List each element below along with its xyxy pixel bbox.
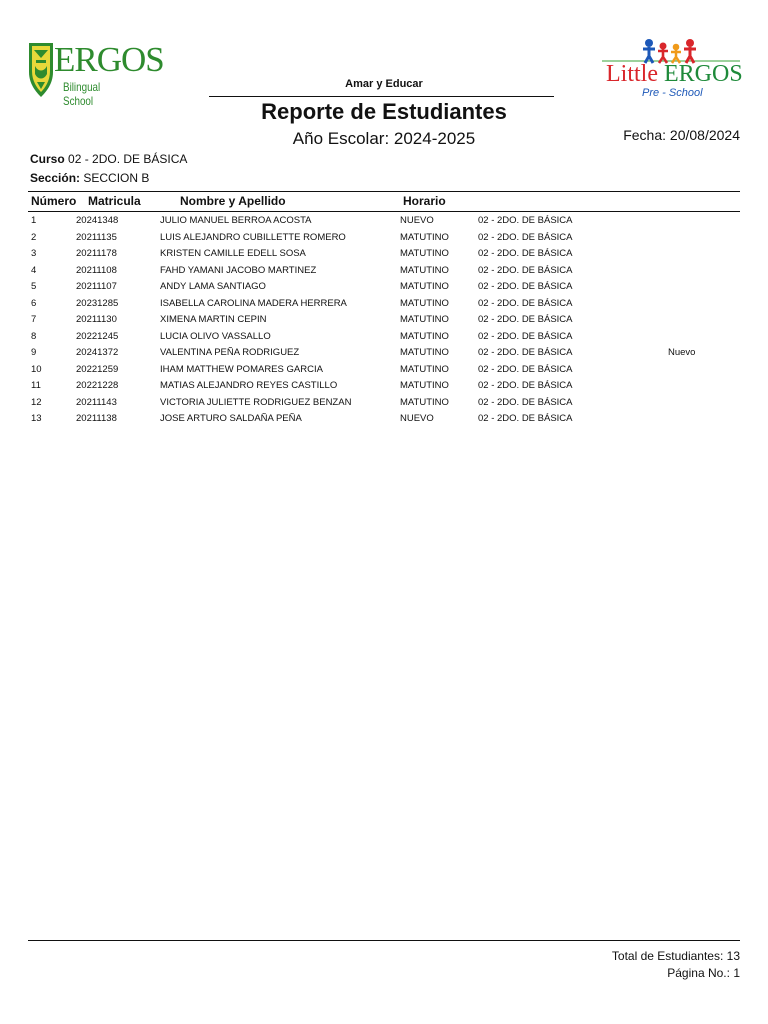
row-enrollment: 20211107 [76, 281, 117, 292]
row-enrollment: 20211130 [76, 314, 117, 325]
header-enrollment: Matricula [88, 194, 141, 208]
little-ergos-logo [602, 36, 743, 102]
row-name: ISABELLA CAROLINA MADERA HERRERA [160, 297, 347, 309]
table-row [0, 281, 768, 298]
section-value: SECCION B [83, 171, 150, 185]
row-enrollment: 20231285 [76, 297, 119, 309]
row-number: 10 [31, 363, 42, 375]
row-enrollment: 20211108 [76, 264, 117, 276]
table-row [0, 298, 768, 315]
title-rule [209, 96, 554, 97]
table-row [0, 331, 768, 348]
page-number: Página No.: 1 [667, 966, 740, 980]
row-course: 02 - 2DO. DE BÁSICA [478, 297, 573, 309]
header-number: Número [31, 194, 77, 208]
table-row [0, 380, 768, 397]
footer-rule [28, 940, 740, 941]
row-enrollment: 20211138 [76, 413, 117, 424]
row-schedule: MATUTINO [400, 396, 449, 408]
row-name: MATIAS ALEJANDRO REYES CASTILLO [160, 380, 338, 391]
row-number: 2 [31, 231, 37, 243]
preschool-subtitle: Pre - School [642, 87, 703, 99]
course-label: Curso [30, 152, 65, 166]
row-schedule: MATUTINO [400, 380, 449, 391]
row-course: 02 - 2DO. DE BÁSICA [478, 314, 573, 325]
section-label: Sección: [30, 171, 81, 185]
row-schedule: MATUTINO [400, 264, 449, 276]
header-schedule: Horario [403, 194, 446, 208]
row-name: JULIO MANUEL BERROA ACOSTA [160, 215, 312, 226]
row-enrollment: 20221245 [76, 330, 119, 342]
row-enrollment: 20241372 [76, 347, 119, 358]
row-schedule: MATUTINO [400, 231, 449, 243]
row-enrollment: 20221228 [76, 380, 119, 391]
row-name: FAHD YAMANI JACOBO MARTINEZ [160, 264, 317, 276]
row-number: 3 [31, 248, 37, 259]
row-name: XIMENA MARTIN CEPIN [160, 314, 267, 325]
row-schedule: MATUTINO [400, 347, 449, 358]
row-name: VALENTINA PEÑA RODRIGUEZ [160, 347, 300, 358]
row-number: 1 [31, 215, 37, 226]
row-course: 02 - 2DO. DE BÁSICA [478, 347, 573, 358]
row-number: 9 [31, 347, 37, 358]
table-row [0, 232, 768, 249]
table-row [0, 397, 768, 414]
row-course: 02 - 2DO. DE BÁSICA [478, 281, 573, 292]
row-schedule: MATUTINO [400, 363, 449, 375]
row-note: Nuevo [668, 347, 696, 358]
row-schedule: MATUTINO [400, 314, 449, 325]
row-enrollment: 20211143 [76, 396, 117, 408]
row-course: 02 - 2DO. DE BÁSICA [478, 396, 573, 408]
row-course: 02 - 2DO. DE BÁSICA [478, 413, 573, 424]
report-date: Fecha: 20/08/2024 [623, 127, 740, 143]
report-title: Reporte de Estudiantes [261, 99, 507, 124]
row-course: 02 - 2DO. DE BÁSICA [478, 363, 573, 375]
table-header-rule [28, 211, 740, 212]
row-enrollment: 20221259 [76, 363, 119, 375]
row-enrollment: 20211178 [76, 248, 117, 259]
table-top-rule [28, 191, 740, 192]
little-ergos-logo-text: Little ERGOS [606, 61, 743, 87]
course-info [30, 152, 187, 166]
row-schedule: MATUTINO [400, 281, 449, 292]
table-row [0, 248, 768, 265]
row-name: LUCIA OLIVO VASSALLO [160, 330, 271, 342]
row-schedule: MATUTINO [400, 330, 449, 342]
row-course: 02 - 2DO. DE BÁSICA [478, 264, 573, 276]
table-row [0, 265, 768, 282]
header-name: Nombre y Apellido [180, 194, 286, 208]
row-number: 6 [31, 297, 37, 309]
row-schedule: NUEVO [400, 215, 434, 226]
table-row [0, 364, 768, 381]
row-course: 02 - 2DO. DE BÁSICA [478, 380, 573, 391]
table-row [0, 215, 768, 232]
ergos-logo-subtitle: Bilingual School [63, 80, 101, 108]
row-course: 02 - 2DO. DE BÁSICA [478, 248, 573, 259]
table-row [0, 413, 768, 430]
row-enrollment: 20211135 [76, 231, 117, 243]
row-schedule: MATUTINO [400, 297, 449, 309]
row-course: 02 - 2DO. DE BÁSICA [478, 215, 573, 226]
course-value: 02 - 2DO. DE BÁSICA [68, 152, 188, 166]
row-schedule: MATUTINO [400, 248, 449, 259]
school-year: Año Escolar: 2024-2025 [292, 129, 476, 148]
row-course: 02 - 2DO. DE BÁSICA [478, 330, 573, 342]
row-name: ANDY LAMA SANTIAGO [160, 281, 266, 292]
row-number: 7 [31, 314, 37, 325]
row-name: JOSE ARTURO SALDAÑA PEÑA [160, 413, 302, 424]
row-number: 8 [31, 330, 37, 342]
row-number: 5 [31, 281, 37, 292]
row-number: 13 [31, 413, 42, 424]
total-students: Total de Estudiantes: 13 [611, 949, 740, 963]
row-number: 12 [31, 396, 42, 408]
row-name: IHAM MATTHEW POMARES GARCIA [160, 363, 323, 375]
row-schedule: NUEVO [400, 413, 434, 424]
row-course: 02 - 2DO. DE BÁSICA [478, 231, 573, 243]
row-name: LUIS ALEJANDRO CUBILLETTE ROMERO [160, 231, 346, 243]
row-number: 11 [31, 380, 41, 391]
ergos-logo-text: ERGOS [54, 40, 164, 79]
row-name: VICTORIA JULIETTE RODRIGUEZ BENZAN [160, 396, 352, 408]
tagline: Amar y Educar [345, 78, 423, 90]
table-row [0, 314, 768, 331]
row-name: KRISTEN CAMILLE EDELL SOSA [160, 248, 306, 259]
row-number: 4 [31, 264, 37, 276]
section-info [30, 171, 149, 185]
row-enrollment: 20241348 [76, 215, 119, 226]
table-row [0, 347, 768, 364]
